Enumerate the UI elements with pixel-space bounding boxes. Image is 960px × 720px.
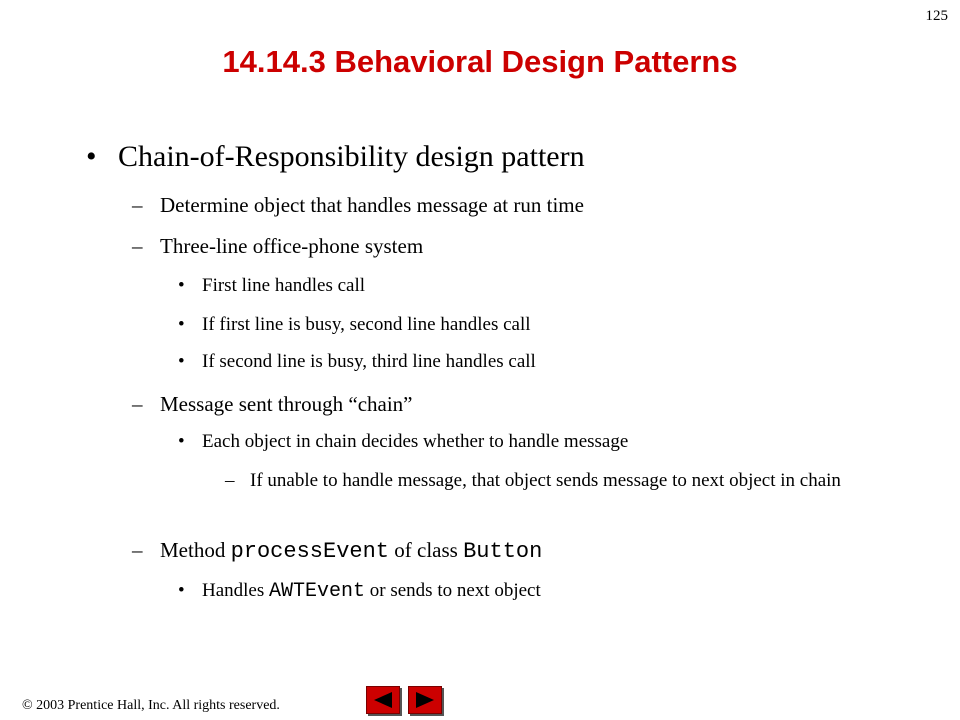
dash-marker: – [132,193,143,217]
sub-bullet-phone-system [132,234,423,259]
list-item-text: If first line is busy, second line handles call [202,314,531,335]
nested-item [225,467,885,495]
item-suffix: or sends to next object [365,580,541,601]
sub-bullet-text: Determine object that handles message at run time [160,193,584,217]
item-prefix: Handles [202,580,270,601]
list-item-text: If second line is busy, third line handles call [202,351,536,372]
item-code: AWTEvent [269,580,366,603]
bullet-marker: • [178,351,185,372]
list-item [178,431,628,453]
sub-bullet-method [132,538,542,564]
sub-bullet-text: Message sent through “chain” [160,392,413,416]
nested-item-text: If unable to handle message, that object sends message to next object in chain [250,470,841,491]
method-prefix: Method [160,538,231,562]
right-arrow-icon [414,691,436,709]
list-item-text: Each object in chain decides whether to handle message [202,431,629,452]
list-item [178,351,536,373]
list-item [178,275,365,297]
bullet-marker: • [178,314,185,335]
slide-navigation [366,686,442,714]
dash-marker: – [132,392,143,416]
sub-bullet-runtime [132,193,584,218]
main-bullet-text: Chain-of-Responsibility design pattern [118,140,585,173]
list-item [178,314,531,336]
slide-number: 125 [925,8,948,24]
slide-title: 14.14.3 Behavioral Design Patterns [222,44,738,79]
bullet-marker: • [178,431,185,452]
main-bullet [86,140,585,174]
bullet-marker: • [178,580,185,601]
list-item-text: First line handles call [202,275,366,296]
next-slide-button[interactable] [408,686,442,714]
list-item [178,580,541,603]
method-name: processEvent [230,539,390,564]
sub-bullet-text: Three-line office-phone system [160,234,424,258]
bullet-marker: • [86,140,97,173]
previous-slide-button[interactable] [366,686,400,714]
dash-marker: – [132,538,143,562]
left-arrow-icon [372,691,394,709]
copyright-footer: © 2003 Prentice Hall, Inc. All rights reserved. [22,698,280,713]
dash-marker: – [132,234,143,258]
dash-marker: – [225,470,235,491]
class-name: Button [463,539,543,564]
sub-bullet-chain [132,392,413,417]
method-middle: of class [389,538,464,562]
bullet-marker: • [178,275,185,296]
